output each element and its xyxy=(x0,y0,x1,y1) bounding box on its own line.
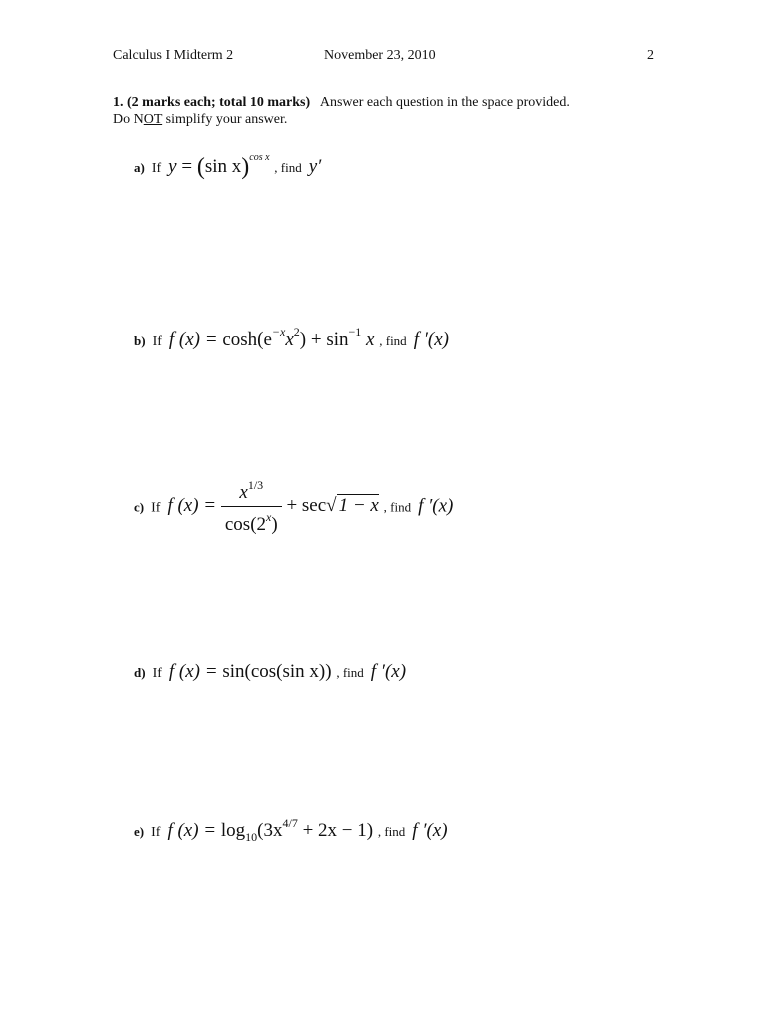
part-c xyxy=(134,478,453,536)
find-text: , find xyxy=(379,333,407,348)
exam-date: November 23, 2010 xyxy=(324,48,436,63)
target-b: f ′(x) xyxy=(413,329,449,350)
if-text: If xyxy=(152,334,162,349)
target-c: f ′(x) xyxy=(418,495,454,517)
equation-c: f (x) = $\frac{x^{1/3}}{\cos(2^x)}$ + sec√ 1 − x xyxy=(167,478,379,535)
find-text: , find xyxy=(383,499,412,515)
equation-d: f (x) = sin(cos(sin x)) xyxy=(168,661,332,682)
line2-underlined: OT xyxy=(143,112,163,127)
sqrt: √ 1 − x xyxy=(326,495,379,517)
question-marks: 1. (2 marks each; total 10 marks) xyxy=(113,95,311,110)
question-line-1 xyxy=(113,94,570,111)
target-a: y′ xyxy=(308,156,322,177)
part-label: c) xyxy=(134,499,145,515)
page-number: 2 xyxy=(647,48,654,63)
course-title: Calculus I Midterm 2 xyxy=(113,48,234,63)
part-b xyxy=(134,325,449,351)
find-text: , find xyxy=(274,160,302,175)
part-label: b) xyxy=(134,333,146,348)
question-intro xyxy=(113,94,570,128)
part-label: d) xyxy=(134,665,146,680)
target-e: f ′(x) xyxy=(412,820,448,841)
find-text: , find xyxy=(336,665,364,680)
line2-suffix: simplify your answer. xyxy=(162,112,288,127)
line2-prefix: Do N xyxy=(113,112,144,127)
part-a xyxy=(134,152,321,181)
part-label: e) xyxy=(134,824,145,839)
equation-b: f $(x) = \cosh(e^{-x}x^2) + \sin^{-1} x$ xyxy=(168,325,375,350)
find-text: , find xyxy=(377,824,406,839)
target-d: f ′(x) xyxy=(370,661,407,682)
part-label: a) xyxy=(134,160,145,175)
equation-e: f $(x) = \log_{10}(3x^{4/7} + 2x - 1)$ xyxy=(167,816,374,844)
question-line-2 xyxy=(113,111,570,128)
fraction: $\frac{x^{1/3}}{\cos(2^x)}$ xyxy=(221,478,282,536)
if-text: If xyxy=(151,161,162,176)
part-d xyxy=(134,661,406,683)
if-text: If xyxy=(151,500,161,516)
if-text: If xyxy=(152,666,162,681)
part-e xyxy=(134,816,448,845)
if-text: If xyxy=(151,825,161,840)
question-instruction: Answer each question in the space provided. xyxy=(319,95,570,110)
equation-a: y = (sin x)$^{cos x}$ xyxy=(168,152,270,180)
